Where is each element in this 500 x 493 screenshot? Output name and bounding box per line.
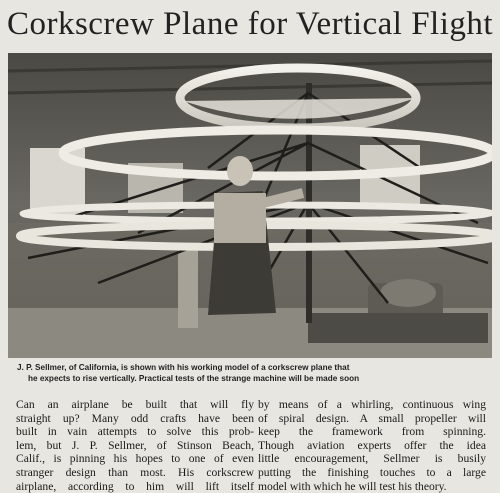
text-line: Calif., is pinning his hopes to one of even xyxy=(16,452,254,466)
text-line: built in vain attempts to solve this prob- xyxy=(16,425,254,439)
text-line: airplane, according to him will lift itself xyxy=(16,479,254,493)
right-column xyxy=(258,398,486,493)
photo-caption xyxy=(14,362,486,384)
text-line: putting the finishing touches to a large xyxy=(258,465,486,479)
caption-line: J. P. Sellmer, of California, is shown with his working model of a corkscrew plane that xyxy=(17,363,350,372)
photo-illustration xyxy=(8,53,492,358)
left-column xyxy=(16,398,254,493)
text-line: little encouragement, Sellmer is busily xyxy=(258,452,486,466)
text-line: stranger design than most. His corkscrew xyxy=(16,465,254,479)
text-line: by means of a whirling, continuous wing xyxy=(258,398,486,411)
text-line: Though aviation experts offer the idea xyxy=(258,438,486,452)
text-line: lem, but J. P. Sellmer, of Stinson Beach, xyxy=(16,438,254,452)
text-line: keep the framework from spinning. xyxy=(258,425,486,439)
text-line: Can an airplane be built that will fly xyxy=(16,398,254,411)
text-line: model with which he will test his theory. xyxy=(258,479,447,493)
text-line: straight up? Many odd crafts have been xyxy=(16,411,254,425)
article-title: Corkscrew Plane for Vertical Flight xyxy=(6,6,494,42)
corkscrew-plane-photo xyxy=(8,53,492,358)
caption-line: he expects to rise vertically. Practical tests of the strange machine will be made soon xyxy=(28,374,360,383)
text-line: of spiral design. A small propeller will xyxy=(258,411,486,425)
